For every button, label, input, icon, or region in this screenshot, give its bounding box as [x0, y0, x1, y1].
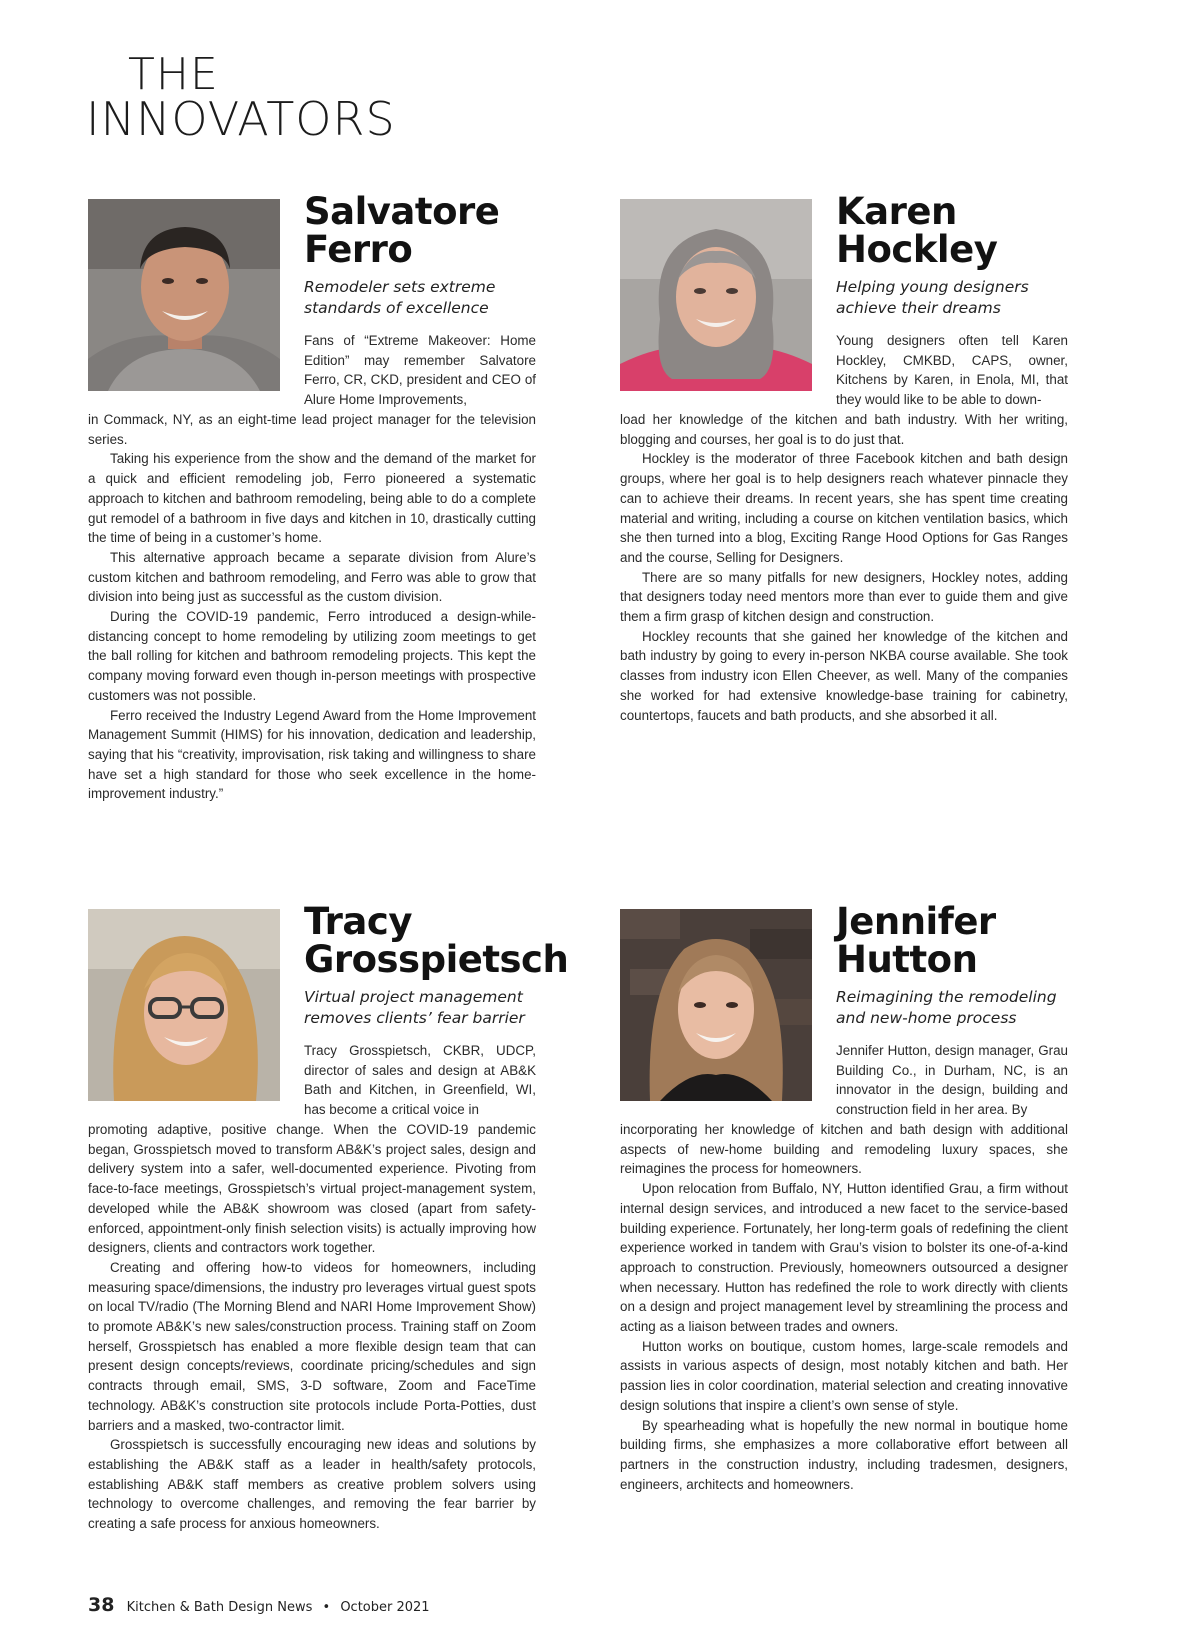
first-name: Karen [836, 190, 957, 233]
page-number: 38 [88, 1594, 115, 1616]
first-name: Tracy [304, 900, 412, 943]
body-paragraph: This alternative approach became a separate division from Alure’s custom kitchen and bathroom remodeling, and Ferro was able to grow that division into being just as successful as the custom division. [88, 549, 536, 605]
last-name: Hockley [836, 228, 998, 271]
body-paragraph: There are so many pitfalls for new designers, Hockley notes, adding that designers today need mentors more than ever to guide them and give them a firm grasp of kitchen design and construction. [620, 569, 1068, 625]
portrait-photo [88, 199, 280, 391]
portrait-photo [620, 199, 812, 391]
profile-name [836, 190, 1072, 271]
body-paragraph: Hockley recounts that she gained her knowledge of the kitchen and bath industry by going to every in-person NKBA course available. She took classes from industry icon Ellen Cheever, as well. Many of the companies she worked for had extensive knowledge-base training for cabinetry, countertops, faucets and bath products, and she absorbed it all. [620, 628, 1068, 723]
profile-heading [836, 900, 1072, 1029]
body-paragraph: Grosspietsch is successfully encouraging new ideas and solutions by establishing the AB&K staff as a leader in health/safety protocols, establishing AB&K staff members as creative problem solvers using technology to overcome challenges, and removing the fear barrier by creating a safe process for anxious homeowners. [88, 1437, 536, 1532]
profile-body [620, 1120, 1068, 1494]
last-name: Ferro [304, 228, 413, 271]
intro-paragraph: Jennifer Hutton, design manager, Grau Building Co., in Durham, NC, is an innovator in the design, building and construction field in her area. By [836, 1043, 1068, 1118]
profile-body [88, 410, 536, 804]
page-title [86, 49, 396, 146]
profile-heading [836, 190, 1072, 319]
portrait-photo [620, 909, 812, 1101]
profile-heading [304, 900, 569, 1029]
first-name: Salvatore [304, 190, 500, 233]
profile-deck: Helping young designers achieve their dreams [836, 278, 1029, 317]
issue-date: October 2021 [340, 1600, 430, 1615]
body-paragraph: Upon relocation from Buffalo, NY, Hutton identified Grau, a firm without internal design services, and introduced a new facet to the service-based building experience. Fortunately, her long-term goals of redefining the client experience worked in tandem with Grau’s vision to bolster its one-of-a-kind approach to construction. Previously, homeowners outsourced a designer when necessary. Hutton has redefined the role to work directly with clients on a design and project management level by streamlining the process and acting as a liaison between trades and owners. [620, 1181, 1068, 1335]
profile-name [304, 190, 540, 271]
profile-name [836, 900, 1072, 981]
title-main: INNOVATORS [86, 92, 396, 146]
page-footer [88, 1594, 430, 1616]
first-name: Jennifer [836, 900, 996, 943]
intro-paragraph: Tracy Grosspietsch, CKBR, UDCP, director of sales and design at AB&K Bath and Kitchen, in Greenfield, WI, has become a critical voice in [304, 1043, 536, 1118]
last-name: Hutton [836, 938, 978, 981]
body-paragraph: Ferro received the Industry Legend Award from the Home Improvement Management Summit (HIMS) for his innovation, dedication and leadership, saying that his “creativity, improvisation, risk taking and willingness to share have set a high standard for those who seek excellence in the home-improvement industry.” [88, 707, 536, 802]
profile-intro [836, 1041, 1068, 1120]
body-paragraph: promoting adaptive, positive change. When the COVID-19 pandemic began, Grosspietsch moved to transform AB&K’s project sales, design and delivery system into a safer, well-documented experience. Pivoting from face-to-face meetings, Grosspietsch’s virtual project-management system, developed while the AB&K showroom was closed (apart from safety-enforced, appointment-only finish selection visits) is actually improving how designers, clients and contractors work together. [88, 1122, 536, 1256]
profile-body [620, 410, 1068, 725]
last-name: Grosspietsch [304, 938, 569, 981]
body-paragraph: Hutton works on boutique, custom homes, large-scale remodels and assists in various aspects of design, most notably kitchen and bath. Her passion lies in color coordination, material selection and creating innovative design solutions that inspire a client’s own sense of style. [620, 1338, 1068, 1413]
intro-paragraph: Young designers often tell Karen Hockley, CMKBD, CAPS, owner, Kitchens by Karen, in Enola, MI, that they would like to be able to down- [836, 333, 1068, 408]
portrait-photo [88, 909, 280, 1101]
profile-name [304, 900, 569, 981]
intro-paragraph: Fans of “Extreme Makeover: Home Edition” may remember Salvatore Ferro, CR, CKD, president and CEO of Alure Home Improvements, [304, 333, 536, 408]
profile-intro [836, 331, 1068, 410]
body-paragraph: By spearheading what is hopefully the new normal in boutique home building firms, she emphasizes a more collaborative effort between all partners in the construction industry, including tradesmen, designers, engineers, architects and homeowners. [620, 1417, 1068, 1492]
profile-deck: Remodeler sets extreme standards of excellence [304, 278, 496, 317]
body-paragraph: in Commack, NY, as an eight-time lead project manager for the television series. [88, 412, 536, 447]
profile-deck: Virtual project management removes clients’ fear barrier [304, 988, 525, 1027]
profile-intro [304, 331, 536, 410]
body-paragraph: load her knowledge of the kitchen and bath industry. With her writing, blogging and courses, her goal is to do just that. [620, 412, 1068, 447]
publication-name: Kitchen & Bath Design News [126, 1600, 313, 1615]
body-paragraph: Hockley is the moderator of three Facebook kitchen and bath design groups, where her goal is to help designers reach whatever pinnacle they can to achieve their dreams. In recent years, she has spent time creating material and writing, including a course on kitchen ventilation basics, which she then turned into a blog, Exciting Range Hood Options for Gas Ranges and the course, Selling for Designers. [620, 451, 1068, 565]
profile-intro [304, 1041, 536, 1120]
profile-deck: Reimagining the remodeling and new-home process [836, 988, 1057, 1027]
profile-body [88, 1120, 536, 1534]
footer-separator: • [322, 1600, 331, 1615]
body-paragraph: incorporating her knowledge of kitchen and bath design with additional aspects of new-home building and remodeling luxury spaces, she reimagines the process for homeowners. [620, 1122, 1068, 1177]
body-paragraph: During the COVID-19 pandemic, Ferro introduced a design-while-distancing concept to home remodeling by utilizing zoom meetings to get the ball rolling for kitchen and bathroom remodeling projects. This kept the company moving forward even though in-person meetings with prospective customers was not possible. [88, 609, 536, 703]
title-kicker: THE [128, 49, 219, 100]
body-paragraph: Taking his experience from the show and the demand of the market for a quick and efficient remodeling job, Ferro pioneered a systematic approach to kitchen and bathroom remodeling, being able to do a complete gut remodel of a bathroom in five days and kitchen in 10, drastically cutting the time of being in a customer’s home. [88, 451, 536, 546]
profile-heading [304, 190, 540, 319]
body-paragraph: Creating and offering how-to videos for homeowners, including measuring space/dimensions, the industry pro leverages virtual guest spots on local TV/radio (The Morning Blend and NARI Home Improvement Show) to promote AB&K’s new sales/construction process. Training staff on Zoom herself, Grosspietsch has enabled a more flexible design team that can present design concepts/reviews, coordinate pricing/schedules and sign contracts through email, SMS, 3-D software, Zoom and FaceTime technology. AB&K’s construction site protocols include Porta-Potties, dust barriers and a masked, two-contractor limit. [88, 1259, 536, 1433]
